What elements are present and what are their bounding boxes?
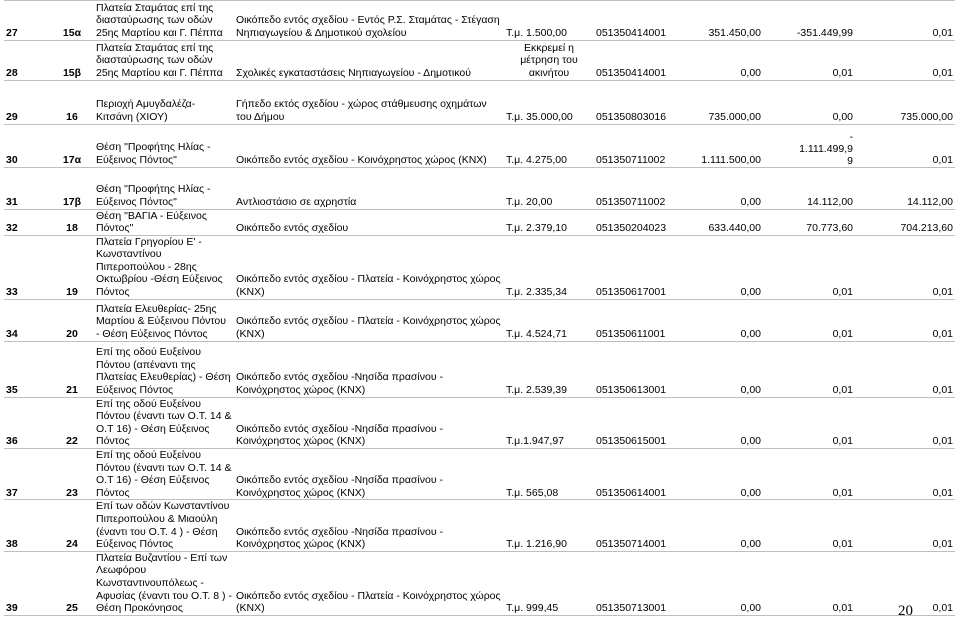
row-code: 22	[50, 397, 94, 448]
row-number: 32	[4, 209, 50, 235]
adjustment-cell: 0,01	[763, 397, 855, 448]
net-value-cell: 0,01	[855, 40, 955, 80]
location-cell: Επί της οδού Ευξείνου Πόντου (απέναντι της Πλατείας Ελευθερίας) - Θέση Εύξεινος Πόντος	[94, 341, 234, 397]
description-cell: Οικόπεδο εντός σχεδίου -Νησίδα πρασίνου - Κοινόχρηστος χώρος (ΚΝΧ)	[234, 397, 504, 448]
description-cell: Οικόπεδο εντός σχεδίου	[234, 209, 504, 235]
kaek-cell: 051350803016	[594, 80, 676, 124]
table-row	[4, 209, 955, 235]
adjustment-cell: 0,01	[763, 40, 855, 80]
area-cell: Τ.μ. 4.275,00	[504, 124, 594, 167]
value-cell: 0,00	[676, 40, 763, 80]
table-row	[4, 299, 955, 341]
description-cell: Αντλιοστάσιο σε αχρηστία	[234, 167, 504, 209]
description-cell: Οικόπεδο εντός σχεδίου -Νησίδα πρασίνου - Κοινόχρηστος χώρος (ΚΝΧ)	[234, 449, 504, 500]
net-value-cell: 735.000,00	[855, 80, 955, 124]
location-cell: Περιοχή Αμυγδαλέζα-Κιτσάνη (ΧΙΟΥ)	[94, 80, 234, 124]
row-code: 19	[50, 235, 94, 299]
area-cell: Τ.μ. 4.524,71	[504, 299, 594, 341]
kaek-cell: 051350611001	[594, 299, 676, 341]
location-cell: Πλατεία Ελευθερίας- 25ης Μαρτίου & Εύξεινου Πόντου - Θέση Εύξεινος Πόντος	[94, 299, 234, 341]
row-code: 15α	[50, 0, 94, 40]
location-cell: Θέση "Προφήτης Ηλίας - Εύξεινος Πόντος"	[94, 167, 234, 209]
row-code: 18	[50, 209, 94, 235]
row-number: 38	[4, 500, 50, 551]
description-cell: Οικόπεδο εντός σχεδίου - Εντός Ρ.Σ. Σταμάτας - Στέγαση Νηπιαγωγείου & Δημοτικού σχολείου	[234, 0, 504, 40]
row-code: 24	[50, 500, 94, 551]
table-row	[4, 449, 955, 500]
table-row	[4, 124, 955, 167]
value-cell: 0,00	[676, 551, 763, 615]
net-value-cell: 704.213,60	[855, 209, 955, 235]
value-cell: 0,00	[676, 397, 763, 448]
row-number: 34	[4, 299, 50, 341]
net-value-cell: 14.112,00	[855, 167, 955, 209]
table-row	[4, 0, 955, 40]
area-cell: Τ.μ. 999,45	[504, 551, 594, 615]
row-code: 17α	[50, 124, 94, 167]
table-row	[4, 551, 955, 615]
description-cell: Σχολικές εγκαταστάσεις Νηπιαγωγείου - Δημοτικού	[234, 40, 504, 80]
area-cell: Τ.μ. 1.216,90	[504, 500, 594, 551]
row-code: 20	[50, 299, 94, 341]
row-code: 25	[50, 551, 94, 615]
kaek-cell: 051350711002	[594, 124, 676, 167]
value-cell: 0,00	[676, 167, 763, 209]
row-number: 33	[4, 235, 50, 299]
value-cell: 0,00	[676, 500, 763, 551]
row-code: 17β	[50, 167, 94, 209]
location-cell: Επί της οδού Ευξείνου Πόντου (έναντι των Ο.Τ. 14 & Ο.Τ 16) - Θέση Εύξεινος Πόντος	[94, 397, 234, 448]
row-number: 29	[4, 80, 50, 124]
row-code: 15β	[50, 40, 94, 80]
kaek-cell: 051350614001	[594, 449, 676, 500]
area-cell: Τ.μ. 2.539,39	[504, 341, 594, 397]
location-cell: Πλατεία Σταμάτας επί της διασταύρωσης των οδών 25ης Μαρτίου και Γ. Πέππα	[94, 0, 234, 40]
net-value-cell: 0,01	[855, 449, 955, 500]
table-row	[4, 341, 955, 397]
value-cell: 0,00	[676, 341, 763, 397]
row-number: 39	[4, 551, 50, 615]
table-body	[4, 0, 955, 615]
area-cell: Τ.μ.1.947,97	[504, 397, 594, 448]
row-number: 27	[4, 0, 50, 40]
value-cell: 351.450,00	[676, 0, 763, 40]
row-number: 35	[4, 341, 50, 397]
adjustment-cell: 0,01	[763, 449, 855, 500]
adjustment-cell: 0,01	[763, 551, 855, 615]
adjustment-cell: 0,01	[763, 235, 855, 299]
net-value-cell: 0,01	[855, 299, 955, 341]
location-cell: Θέση "ΒΑΓΙΑ - Εύξεινος Πόντος"	[94, 209, 234, 235]
table-row	[4, 500, 955, 551]
description-cell: Γήπεδο εκτός σχεδίου - χώρος στάθμευσης οχημάτων του Δήμου	[234, 80, 504, 124]
row-number: 31	[4, 167, 50, 209]
adjustment-cell: - 1.111.499,9 9	[763, 124, 855, 167]
value-cell: 735.000,00	[676, 80, 763, 124]
adjustment-cell: -351.449,99	[763, 0, 855, 40]
value-cell: 1.111.500,00	[676, 124, 763, 167]
location-cell: Πλατεία Βυζαντίου - Επί των Λεωφόρου Κωνσταντινουπόλεως - Αφυσίας (έναντι του Ο.Τ. 8 ) - Θέση Προκόνησος	[94, 551, 234, 615]
area-cell: Τ.μ. 2.379,10	[504, 209, 594, 235]
value-cell: 0,00	[676, 235, 763, 299]
row-code: 23	[50, 449, 94, 500]
area-cell: Τ.μ. 565,08	[504, 449, 594, 500]
kaek-cell: 051350714001	[594, 500, 676, 551]
kaek-cell: 051350617001	[594, 235, 676, 299]
row-number: 37	[4, 449, 50, 500]
adjustment-cell: 0,00	[763, 80, 855, 124]
location-cell: Επί των οδών Κωνσταντίνου Πιπεροπούλου & Μιαούλη (έναντι του Ο.Τ. 4 ) - Θέση Εύξεινος Πόντος	[94, 500, 234, 551]
table-row	[4, 40, 955, 80]
value-cell: 0,00	[676, 449, 763, 500]
kaek-cell: 051350615001	[594, 397, 676, 448]
net-value-cell: 0,01	[855, 551, 955, 615]
description-cell: Οικόπεδο εντός σχεδίου - Πλατεία - Κοινόχρηστος χώρος (ΚΝΧ)	[234, 235, 504, 299]
kaek-cell: 051350204023	[594, 209, 676, 235]
adjustment-cell: 0,01	[763, 341, 855, 397]
row-number: 30	[4, 124, 50, 167]
description-cell: Οικόπεδο εντός σχεδίου - Πλατεία - Κοινόχρηστος χώρος (ΚΝΧ)	[234, 299, 504, 341]
description-cell: Οικόπεδο εντός σχεδίου -Νησίδα πρασίνου - Κοινόχρηστος χώρος (ΚΝΧ)	[234, 500, 504, 551]
table-row	[4, 80, 955, 124]
description-cell: Οικόπεδο εντός σχεδίου - Κοινόχρηστος χώρος (ΚΝΧ)	[234, 124, 504, 167]
net-value-cell: 0,01	[855, 0, 955, 40]
net-value-cell: 0,01	[855, 124, 955, 167]
value-cell: 633.440,00	[676, 209, 763, 235]
description-cell: Οικόπεδο εντός σχεδίου - Πλατεία - Κοινόχρηστος χώρος (ΚΝΧ)	[234, 551, 504, 615]
adjustment-cell: 70.773,60	[763, 209, 855, 235]
area-cell: Τ.μ. 35.000,00	[504, 80, 594, 124]
net-value-cell: 0,01	[855, 341, 955, 397]
kaek-cell: 051350713001	[594, 551, 676, 615]
description-cell: Οικόπεδο εντός σχεδίου -Νησίδα πρασίνου - Κοινόχρηστος χώρος (ΚΝΧ)	[234, 341, 504, 397]
location-cell: Θέση "Προφήτης Ηλίας - Εύξεινος Πόντος"	[94, 124, 234, 167]
adjustment-cell: 14.112,00	[763, 167, 855, 209]
row-code: 16	[50, 80, 94, 124]
kaek-cell: 051350613001	[594, 341, 676, 397]
table-row	[4, 397, 955, 448]
kaek-cell: 051350711002	[594, 167, 676, 209]
location-cell: Πλατεία Γρηγορίου Ε' - Κωνσταντίνου Πιπεροπούλου - 28ης Οκτωβρίου -Θέση Εύξεινος Πόντος	[94, 235, 234, 299]
row-number: 36	[4, 397, 50, 448]
kaek-cell: 051350414001	[594, 0, 676, 40]
row-number: 28	[4, 40, 50, 80]
area-cell: Τ.μ. 20,00	[504, 167, 594, 209]
location-cell: Πλατεία Σταμάτας επί της διασταύρωσης των οδών 25ης Μαρτίου και Γ. Πέππα	[94, 40, 234, 80]
row-code: 21	[50, 341, 94, 397]
net-value-cell: 0,01	[855, 500, 955, 551]
adjustment-cell: 0,01	[763, 299, 855, 341]
table-row	[4, 235, 955, 299]
page-number: 20	[898, 603, 913, 619]
area-cell: Τ.μ. 2.335,34	[504, 235, 594, 299]
adjustment-cell: 0,01	[763, 500, 855, 551]
area-cell: Εκκρεμεί η μέτρηση του ακινήτου	[504, 40, 594, 80]
net-value-cell: 0,01	[855, 397, 955, 448]
table-row	[4, 167, 955, 209]
property-table	[4, 0, 955, 616]
kaek-cell: 051350414001	[594, 40, 676, 80]
value-cell: 0,00	[676, 299, 763, 341]
net-value-cell: 0,01	[855, 235, 955, 299]
area-cell: Τ.μ. 1.500,00	[504, 0, 594, 40]
location-cell: Επί της οδού Ευξείνου Πόντου (έναντι των Ο.Τ. 14 & Ο.Τ 16) - Θέση Εύξεινος Πόντος	[94, 449, 234, 500]
